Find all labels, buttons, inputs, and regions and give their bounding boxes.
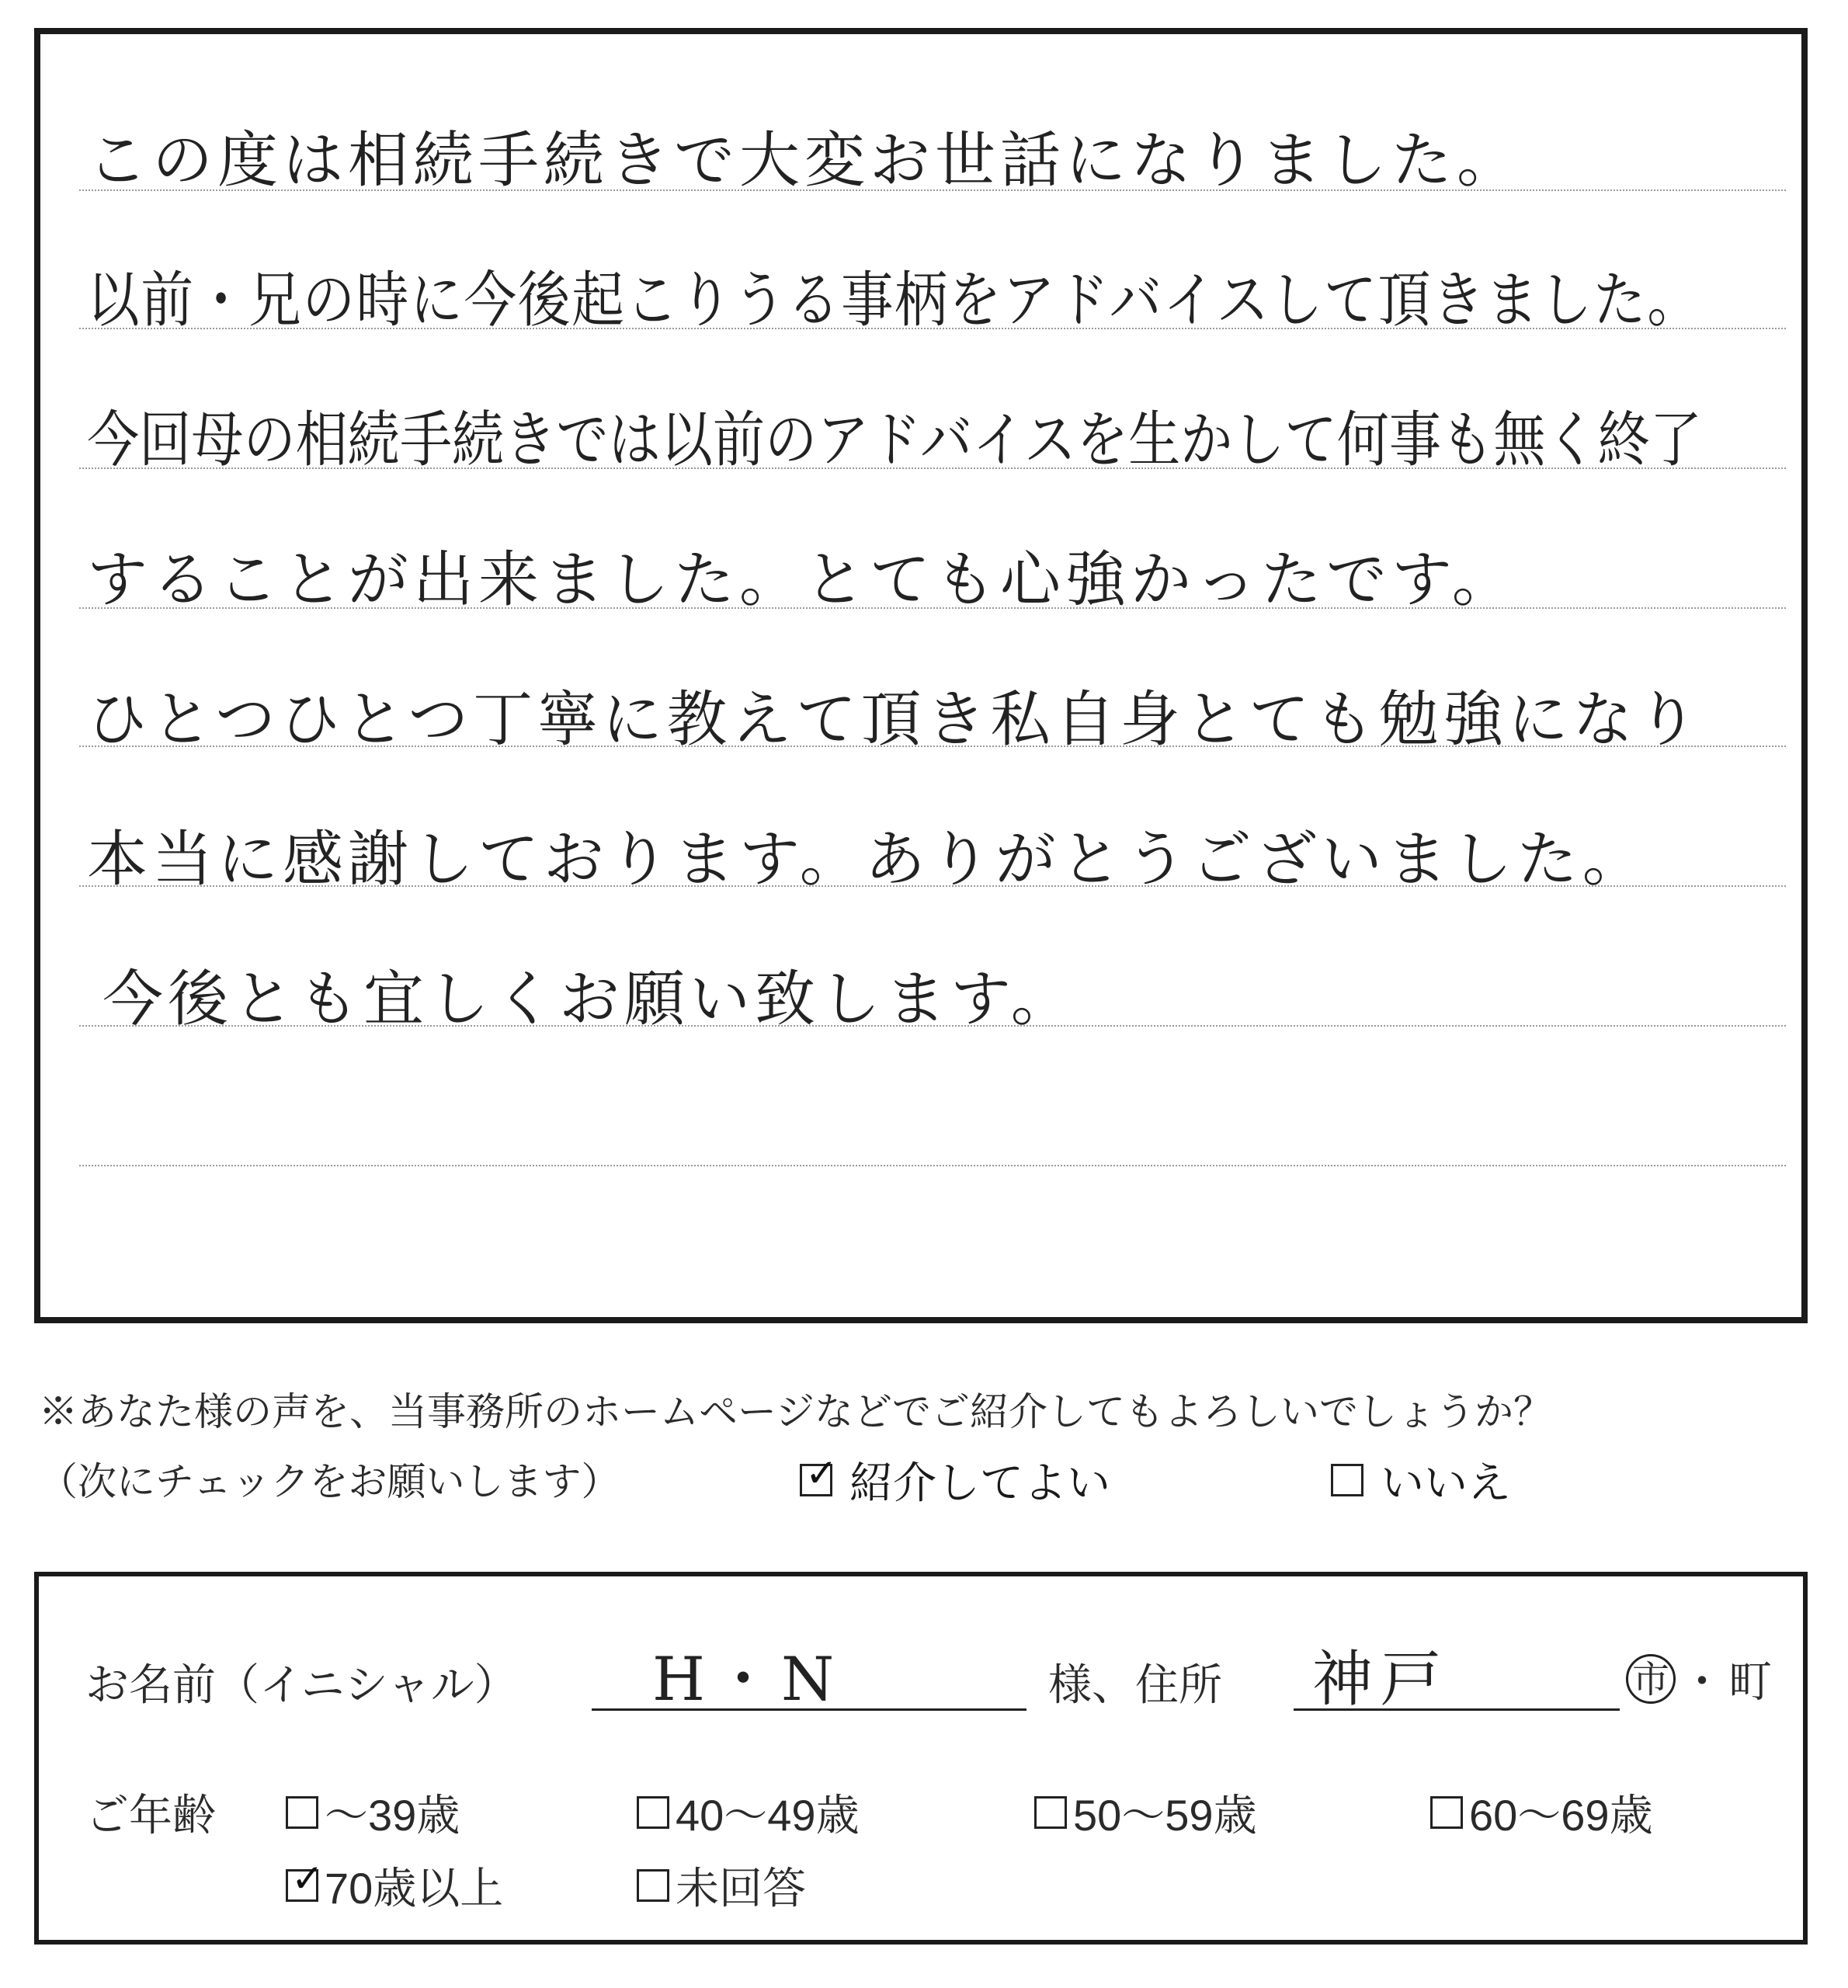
checkbox-unchecked[interactable] xyxy=(637,1869,669,1902)
checkbox-unchecked[interactable] xyxy=(1034,1796,1067,1829)
letter-line: 以前・兄の時に今後起こりうる事柄をアドバイスして頂きました。 xyxy=(87,266,1701,335)
checkbox-checked[interactable] xyxy=(800,1464,832,1496)
age-label: ご年齢 xyxy=(85,1791,216,1840)
consent-option-label: 紹介してよい xyxy=(849,1458,1110,1507)
name-value[interactable]: H・N xyxy=(652,1645,842,1715)
age-option-label: 40〜49歳 xyxy=(676,1791,860,1840)
info-box xyxy=(34,1572,1808,1945)
checkbox-checked[interactable] xyxy=(286,1869,318,1902)
age-option[interactable] xyxy=(286,1854,503,1917)
age-option-label: 60〜69歳 xyxy=(1469,1791,1653,1840)
consent-note: （次にチェックをお願いします） xyxy=(39,1460,620,1503)
letter-line: することが出来ました。とても心強かったです。 xyxy=(87,545,1517,615)
letter-line: 今回母の相続手続きでは以前のアドバイスを生かして何事も無く終了 xyxy=(87,405,1702,475)
checkbox-unchecked[interactable] xyxy=(1331,1464,1363,1496)
checkbox-unchecked[interactable] xyxy=(1430,1796,1463,1829)
letter-box xyxy=(34,28,1808,1323)
letter-line: この度は相続手続きで大変お世話になりました。 xyxy=(87,126,1523,196)
city-town-selector[interactable] xyxy=(1626,1648,1772,1710)
age-option[interactable] xyxy=(286,1781,460,1844)
consent-question: ※あなた様の声を、当事務所のホームページなどでご紹介してもよろしいでしょうか？ xyxy=(39,1390,1552,1434)
letter-line: 今後とも宜しくお願い致します。 xyxy=(102,964,1076,1034)
age-option-label: 〜39歳 xyxy=(325,1791,460,1840)
checkbox-unchecked[interactable] xyxy=(286,1796,318,1829)
age-option[interactable] xyxy=(637,1854,806,1917)
consent-option-no[interactable] xyxy=(1331,1449,1511,1511)
age-option[interactable] xyxy=(1034,1781,1257,1844)
sama-address-label: 様、住所 xyxy=(1048,1660,1222,1709)
age-option-label: 50〜59歳 xyxy=(1073,1791,1257,1840)
consent-option-label: いいえ xyxy=(1381,1458,1511,1507)
dot-separator: ・ xyxy=(1680,1657,1724,1706)
checkbox-unchecked[interactable] xyxy=(637,1796,669,1829)
letter-line: ひとつひとつ丁寧に教えて頂き私自身とても勉強になり xyxy=(87,685,1703,755)
age-option[interactable] xyxy=(637,1781,860,1844)
name-label: お名前（イニシャル） xyxy=(85,1660,518,1709)
letter-line: 本当に感謝しております。ありがとうございました。 xyxy=(87,825,1648,895)
age-option-label: 未回答 xyxy=(676,1864,806,1913)
address-value[interactable]: 神戸 xyxy=(1312,1645,1450,1715)
consent-option-yes[interactable] xyxy=(800,1449,1110,1511)
ruled-line xyxy=(79,1165,1786,1166)
age-option-label: 70歳以上 xyxy=(325,1864,504,1913)
city-circled[interactable]: 市 xyxy=(1626,1654,1676,1704)
town-label: 町 xyxy=(1728,1657,1772,1706)
age-option[interactable] xyxy=(1430,1781,1653,1844)
